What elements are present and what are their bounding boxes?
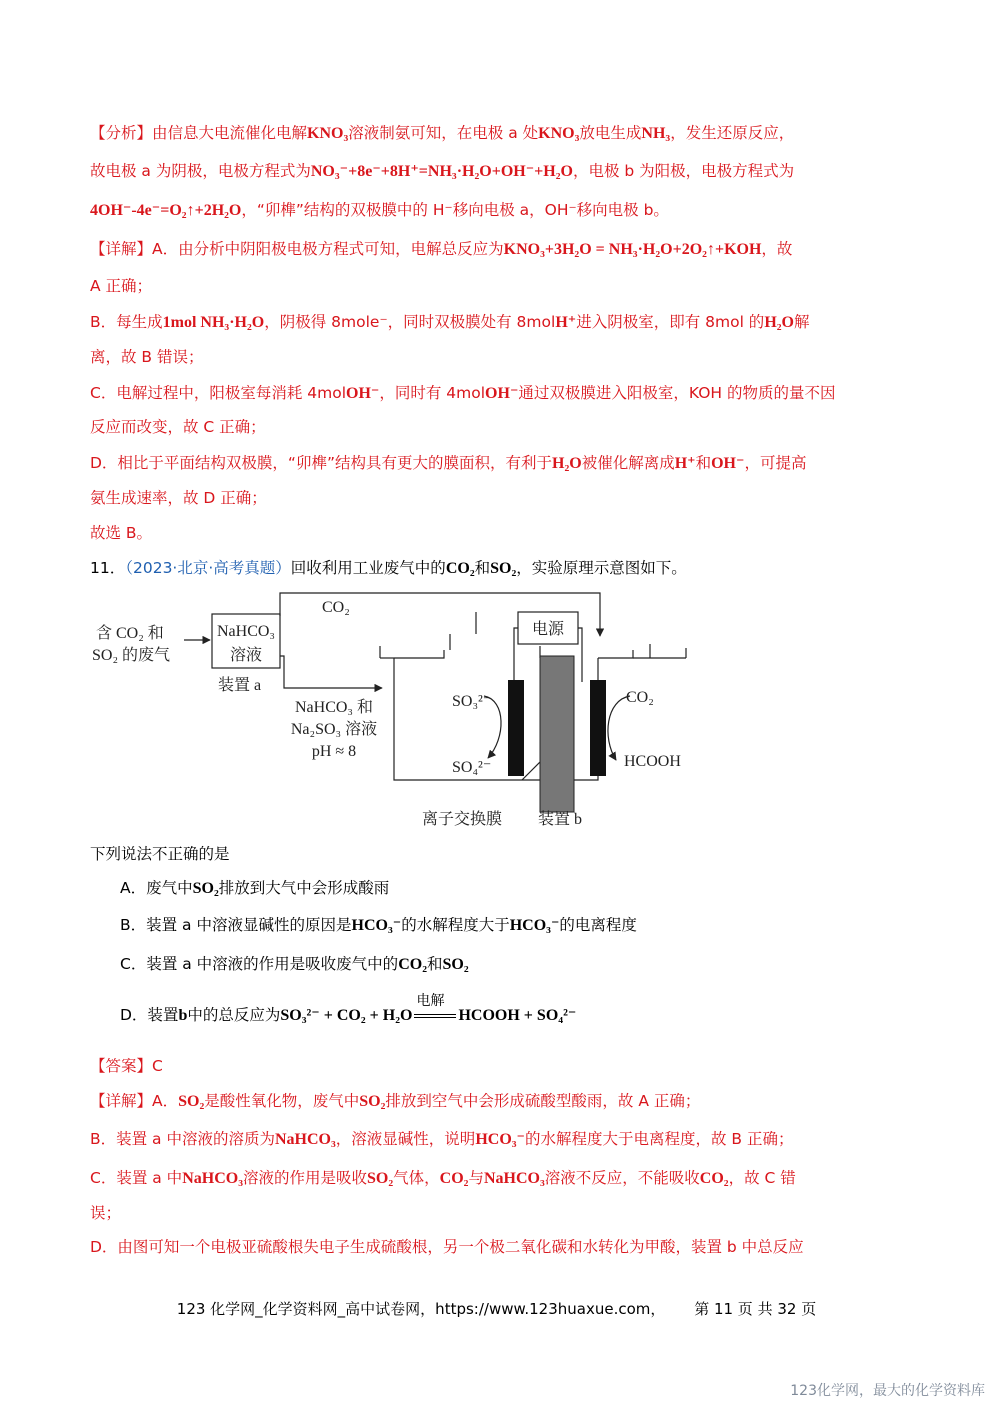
experiment-diagram: [88, 588, 708, 838]
label-waste-gas-1: 含 CO₂ 和: [96, 625, 164, 642]
answer-tag: 【答案】: [90, 1057, 153, 1075]
label-hcooh: HCOOH: [624, 753, 681, 770]
label-waste-gas-2: SO₂ 的废气: [92, 647, 171, 664]
formula-total: KNO₃+3H₂O = NH₃·H₂O+2O₂↑+KOH: [503, 241, 762, 258]
watermark: 123化学网，最大的化学资料库: [790, 1383, 985, 1399]
label-membrane: 离子交换膜: [422, 811, 503, 828]
analysis-line-3: 4OH⁻-4e⁻=O₂↑+2H₂O，“卯榫”结构的双极膜中的 H⁻移向电极 a，OH⁻移向电极 b。: [90, 201, 669, 219]
formula-oh: OH⁻: [346, 385, 380, 402]
analysis-line-1: 【分析】由信息大电流催化电解KNO₃溶液制氨可知，在电极 a 处KNO₃放电生成NH₃，发生还原反应，: [90, 124, 795, 142]
detail2-line-d: D．由图可知一个电极亚硫酸根失电子生成硫酸根，另一个极二氧化碳和水转化为甲酸，装置 b 中总反应: [90, 1238, 804, 1256]
analysis-line-2: 故电极 a 为阴极，电极方程式为NO₃⁻+8e⁻+8H⁺=NH₃·H₂O+OH⁻+H₂O，电极 b 为阳极，电极方程式为: [90, 162, 795, 180]
formula-hplus: H⁺: [555, 314, 577, 331]
label-device-b: 装置 b: [538, 811, 583, 828]
formula-oh: OH⁻: [711, 455, 745, 472]
ion-exchange-membrane: [540, 656, 574, 812]
analysis-tag: 【分析】: [90, 124, 153, 142]
page-footer: [0, 1298, 993, 1319]
formula-anode: 4OH⁻-4e⁻=O₂↑+2H₂O: [90, 202, 242, 219]
label-device-a: 装置 a: [218, 677, 262, 694]
question-stem: 11．（2023·北京·高考真题）回收利用工业废气中的CO₂和SO₂，实验原理示意图如下。: [90, 559, 687, 577]
footer-site: 123 化学网_化学资料网_高中试卷网，https://www.123huaxue.com，: [176, 1300, 666, 1318]
detail2-line-c2: 误；: [90, 1204, 122, 1222]
formula-kno3: KNO₃: [307, 125, 349, 142]
formula-nh3: NH₃: [641, 125, 671, 142]
label-so3: SO₃²⁻: [452, 693, 492, 710]
detail2-line-a: 【详解】A．SO₂是酸性氧化物，废气中SO₂排放到空气中会形成硫酸型酸雨，故 A 正确；: [90, 1092, 701, 1110]
detail1-line-c: C．电解过程中，阳极室每消耗 4molOH⁻，同时有 4molOH⁻通过双极膜进入阳极室，KOH 的物质的量不因: [90, 384, 836, 402]
detail-tag: 【详解】: [90, 240, 153, 258]
question-source: （2023·北京·高考真题）: [125, 559, 291, 577]
label-co2-top: CO₂: [322, 599, 350, 616]
option-c: C．装置 a 中溶液的作用是吸收废气中的CO₂和SO₂: [120, 955, 469, 973]
detail1-line-a: 【详解】A．由分析中阴阳极电极方程式可知，电解总反应为KNO₃+3H₂O = NH₃·H₂O+2O₂↑+KOH，故: [90, 240, 793, 258]
detail1-choose: 故选 B。: [90, 524, 153, 542]
question-prompt: 下列说法不正确的是: [90, 845, 230, 863]
answer-line: [90, 1054, 163, 1078]
label-power: 电源: [531, 621, 565, 638]
formula-nh3h2o: 1mol NH₃·H₂O: [162, 314, 265, 331]
answer-value: C: [152, 1057, 163, 1075]
reaction-arrow: [412, 992, 458, 1023]
footer-page-number: 第 11 页 共 32 页: [694, 1300, 817, 1318]
detail2-line-b: B．装置 a 中溶液的溶质为NaHCO₃，溶液显碱性，说明HCO₃⁻的水解程度大于电离程度，故 B 正确；: [90, 1130, 794, 1148]
option-a: A．废气中SO₂排放到大气中会形成酸雨: [120, 879, 390, 897]
formula-oh: OH⁻: [485, 385, 519, 402]
question-number: 11．: [90, 559, 126, 577]
label-co2-right: CO₂: [626, 689, 654, 706]
label-sol-1: NaHCO₃ 和: [294, 699, 374, 716]
detail1-line-d: D．相比于平面结构双极膜，“卯榫”结构具有更大的膜面积，有利于H₂O被催化解离成H⁺和OH⁻，可提高: [90, 454, 807, 472]
reaction-condition: 电解: [416, 992, 445, 1009]
formula-h2o: H₂O: [552, 455, 582, 472]
formula-h2o: H₂O: [764, 314, 794, 331]
label-so4: SO₄²⁻: [452, 759, 492, 776]
detail1-line-b: B．每生成1mol NH₃·H₂O，阴极得 8mole⁻，同时双极膜处有 8molH⁺进入阴极室，即有 8mol 的H₂O解: [90, 313, 810, 331]
option-d: D．装置b中的总反应为SO₃²⁻ + CO₂ + H₂O 电解 HCOOH + SO₄²⁻: [120, 1003, 576, 1028]
detail2-line-c: C．装置 a 中NaHCO₃溶液的作用是吸收SO₂气体，CO₂与NaHCO₃溶液不反应，不能吸收CO₂，故 C 错: [90, 1169, 796, 1187]
left-electrode: [508, 680, 524, 776]
label-sol-2: Na₂SO₃ 溶液: [290, 721, 378, 738]
detail1-line-b2: 离，故 B 错误；: [90, 348, 204, 366]
right-electrode: [590, 680, 606, 776]
detail1-line-a2: A 正确；: [90, 277, 153, 295]
formula-cathode: NO₃⁻+8e⁻+8H⁺=NH₃·H₂O+OH⁻+H₂O: [310, 163, 573, 180]
option-b: B．装置 a 中溶液显碱性的原因是HCO₃⁻的水解程度大于HCO₃⁻的电离程度: [120, 916, 637, 934]
detail1-line-d2: 氨生成速率，故 D 正确；: [90, 489, 267, 507]
label-ph: pH ≈ 8: [311, 743, 357, 760]
label-box-nahco3: NaHCO₃: [216, 623, 276, 640]
formula-kno3: KNO₃: [538, 125, 580, 142]
detail1-line-c2: 反应而改变，故 C 正确；: [90, 418, 266, 436]
label-box-solution: 溶液: [229, 647, 263, 664]
formula-hplus: H⁺: [674, 455, 696, 472]
